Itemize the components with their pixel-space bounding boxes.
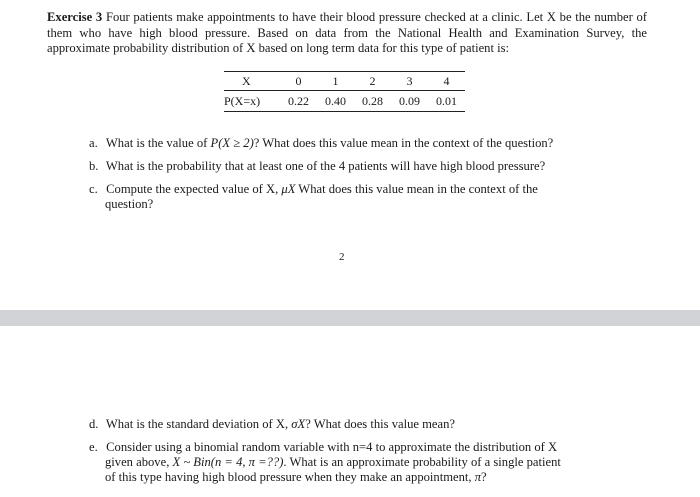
question-e: [89, 440, 557, 455]
question-d-letter: d.: [89, 417, 99, 431]
question-e-line-3: [105, 470, 487, 485]
question-c-text-1: Compute the expected value of X,: [106, 182, 282, 196]
table-cell-x4: 4: [428, 72, 465, 91]
question-a-text-2: ? What does this value mean in the context of the question?: [253, 136, 554, 150]
question-e-line-2-math: X ~ Bin(n = 4, π =??): [172, 455, 284, 469]
question-e-line-1: Consider using a binomial random variable with n=4 to approximate the distribution of X: [106, 440, 558, 454]
question-d-math: σX: [291, 417, 306, 431]
question-d: [89, 417, 455, 432]
question-a: [89, 136, 553, 151]
question-c-text-2: What does this value mean in the context of the: [295, 182, 538, 196]
table-cell-p0: 0.22: [280, 91, 317, 112]
table-cell-x3: 3: [391, 72, 428, 91]
question-e-letter: e.: [89, 440, 98, 454]
document-page-2: [0, 326, 700, 497]
table-cell-p1: 0.40: [317, 91, 354, 112]
question-e-line-2a: given above,: [105, 455, 173, 469]
question-c: [89, 182, 538, 197]
question-c-letter: c.: [89, 182, 98, 196]
question-d-text-1: What is the standard deviation of X,: [105, 417, 292, 431]
table-cell-x0: 0: [280, 72, 317, 91]
question-a-math: P(X ≥ 2): [210, 136, 254, 150]
page-number: 2: [339, 251, 345, 263]
question-e-line-2b: . What is an approximate probability of a single patient: [283, 455, 561, 469]
question-b-text: What is the probability that at least one of the 4 patients will have high blood pressure?: [105, 159, 546, 173]
question-b-letter: b.: [89, 159, 99, 173]
table-header-x: X: [224, 72, 280, 91]
table-cell-p3: 0.09: [391, 91, 428, 112]
exercise-intro: [47, 10, 647, 57]
table-header-p: P(X=x): [224, 91, 280, 112]
question-c-math: μX: [281, 182, 296, 196]
exercise-intro-text: Four patients make appointments to have their blood pressure checked at a clinic. Let X be the number of them who have high blood pressure. Based on data from the National Health and Examination Survey, the approximate probability distribution of X based on long term data for this type of patient is:: [47, 10, 647, 55]
question-d-text-2: ? What does this value mean?: [305, 417, 455, 431]
question-e-line-3b: ?: [481, 470, 487, 484]
page-separator: [0, 310, 700, 326]
question-e-line-3a: of this type having high blood pressure when they make an appointment,: [105, 470, 475, 484]
question-e-line-3-math: π: [474, 470, 482, 484]
probability-table: [224, 71, 465, 112]
question-a-text-1: What is the value of: [105, 136, 211, 150]
exercise-label: Exercise 3: [47, 10, 103, 24]
table-cell-p4: 0.01: [428, 91, 465, 112]
table-cell-x2: 2: [354, 72, 391, 91]
table-cell-x1: 1: [317, 72, 354, 91]
question-c-line-2: question?: [105, 197, 154, 211]
question-a-letter: a.: [89, 136, 98, 150]
table-cell-p2: 0.28: [354, 91, 391, 112]
question-b: [89, 159, 545, 174]
table-row-p: [224, 91, 465, 112]
table-row-x: [224, 72, 465, 91]
question-e-line-2: [105, 455, 561, 470]
